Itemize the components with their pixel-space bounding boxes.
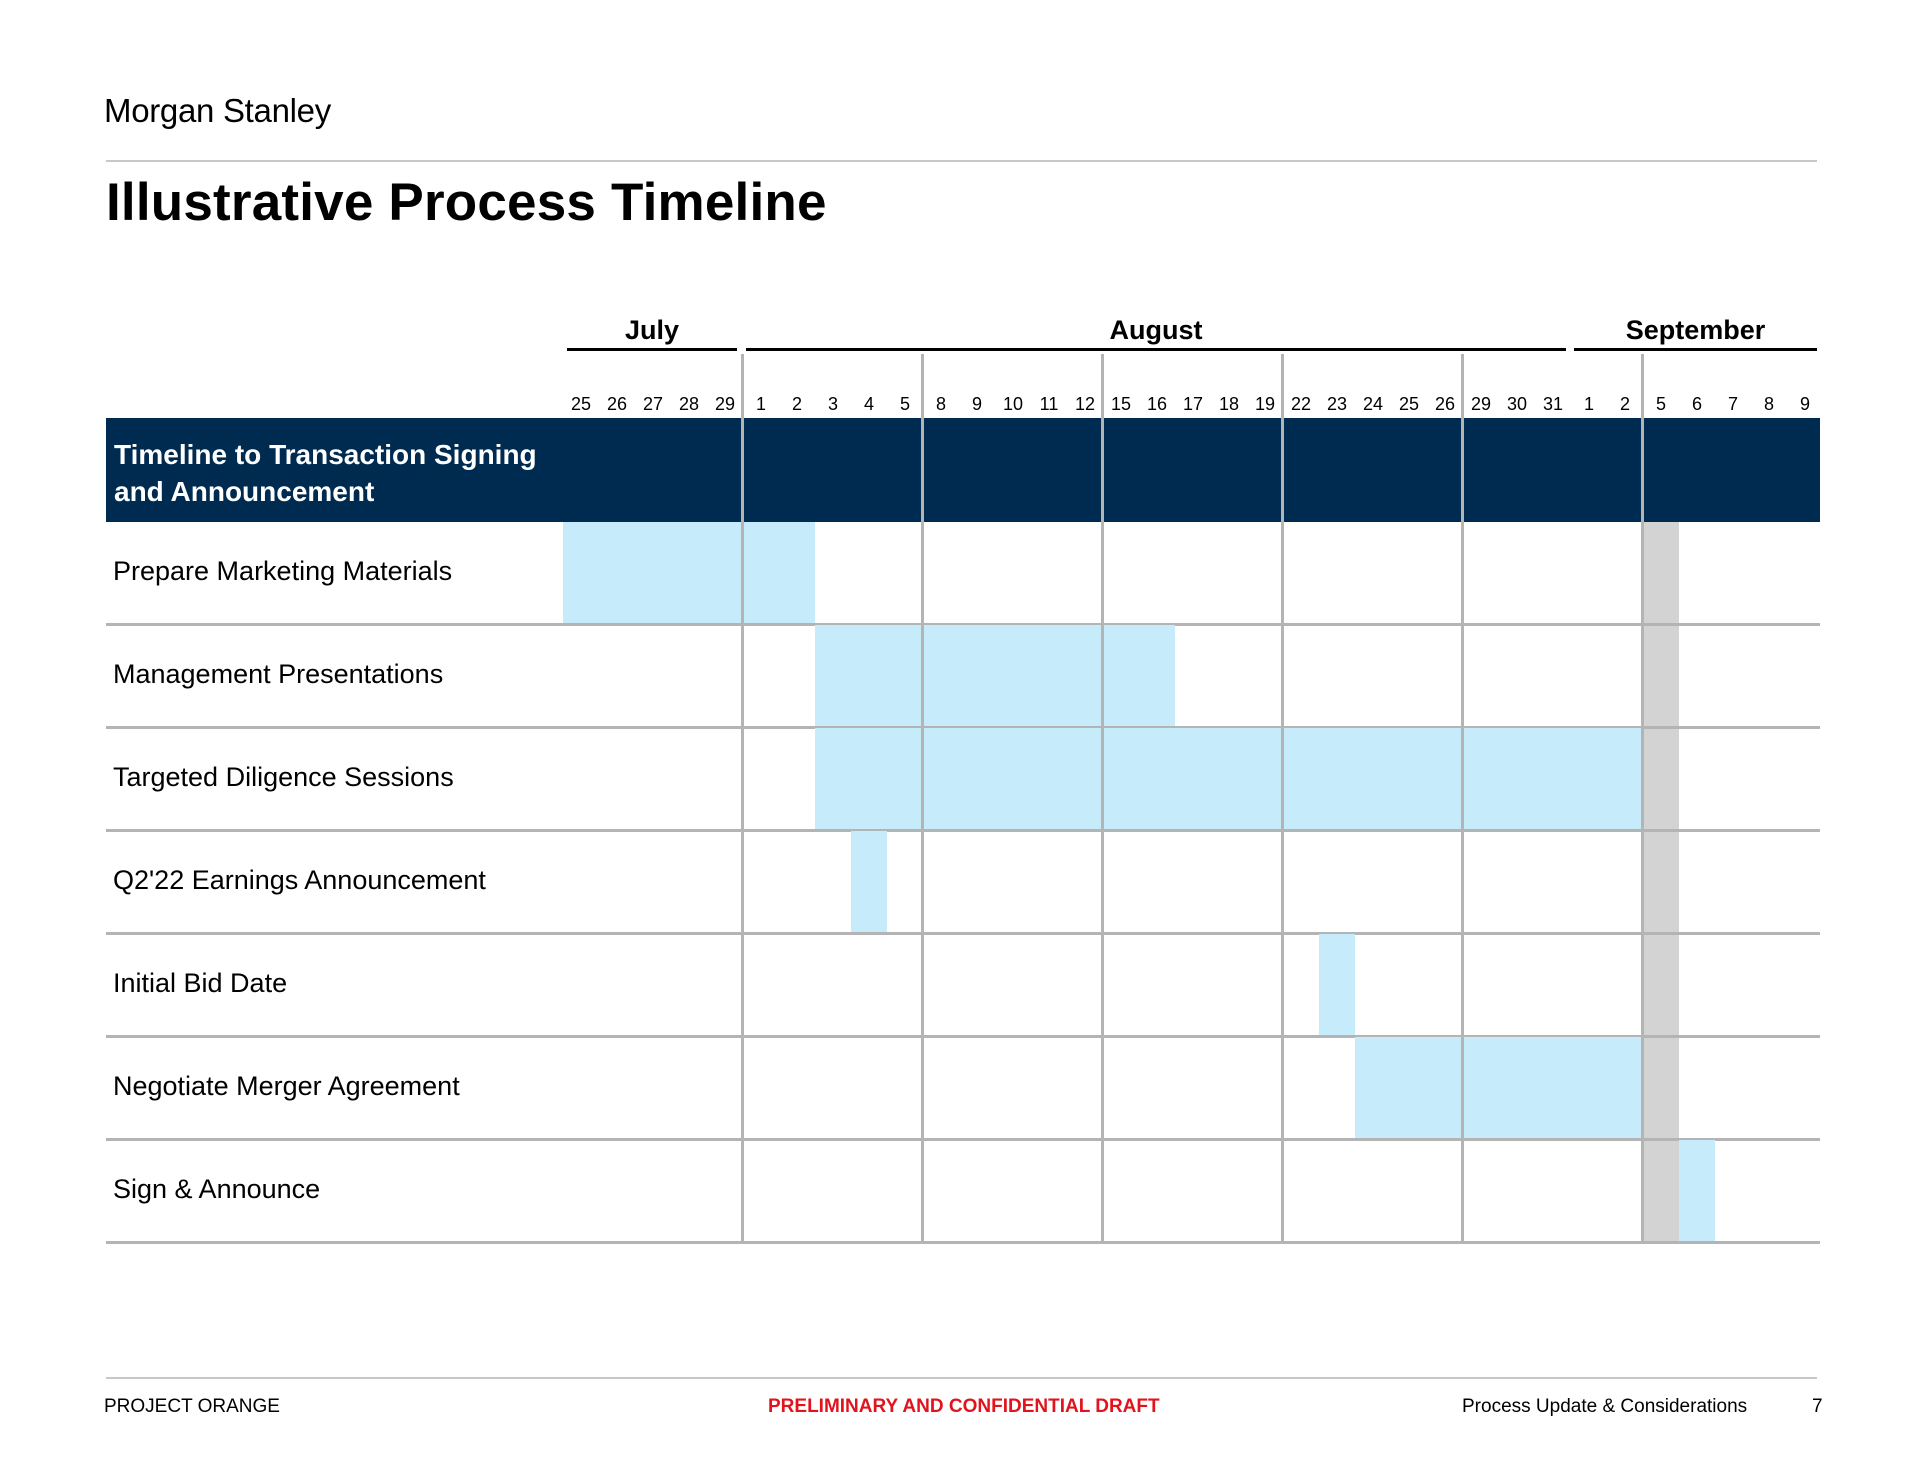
footer-draft-notice: PRELIMINARY AND CONFIDENTIAL DRAFT [768,1396,1160,1417]
gantt-bar [1679,1140,1715,1243]
month-line-july [567,348,737,351]
day-tick-label: 31 [1542,394,1564,414]
holiday-column [1643,522,1679,1243]
week-separator [1281,354,1284,1243]
week-separator [1641,354,1644,1243]
day-tick-label: 25 [1398,394,1420,414]
header-rule [106,160,1817,162]
day-tick-label: 25 [570,394,592,414]
gantt-bar [815,728,1643,831]
day-tick-label: 8 [1763,394,1774,414]
day-tick-label: 3 [827,394,838,414]
task-label: Initial Bid Date [113,968,288,998]
section-banner-title: Timeline to Transaction Signing and Announcement [114,439,537,507]
day-tick-label: 8 [935,394,946,414]
task-label: Q2'22 Earnings Announcement [113,865,486,895]
day-tick-label: 29 [714,394,736,414]
row-separator [106,932,1820,935]
week-separator [741,354,744,1243]
month-label-july: July [624,315,680,345]
day-tick-label: 29 [1470,394,1492,414]
task-label: Targeted Diligence Sessions [113,762,454,792]
day-tick-label: 26 [606,394,628,414]
day-tick-label: 10 [1002,394,1024,414]
footer-rule [106,1377,1817,1379]
page-title: Illustrative Process Timeline [106,173,827,232]
gantt-bar [1355,1037,1643,1140]
footer-section-name: Process Update & Considerations [1462,1396,1748,1417]
month-label-september: September [1625,315,1766,345]
week-separator [1461,354,1464,1243]
day-tick-label: 28 [678,394,700,414]
week-separator [921,354,924,1243]
day-tick-label: 24 [1362,394,1384,414]
task-label: Management Presentations [113,659,444,689]
day-tick-label: 6 [1691,394,1702,414]
row-separator [106,829,1820,832]
footer-page-number: 7 [1812,1396,1823,1417]
day-tick-label: 15 [1110,394,1132,414]
gantt-bar [815,625,1175,728]
morgan-stanley-logo: Morgan Stanley [104,92,331,129]
day-tick-label: 30 [1506,394,1528,414]
day-tick-label: 19 [1254,394,1276,414]
day-tick-label: 1 [1583,394,1594,414]
day-tick-label: 11 [1039,394,1059,414]
day-tick-label: 27 [642,394,664,414]
task-label: Negotiate Merger Agreement [113,1071,460,1101]
gantt-bar [563,522,815,625]
day-tick-label: 17 [1182,394,1204,414]
row-separator [106,1241,1820,1244]
row-separator [106,1138,1820,1141]
month-label-august: August [1109,315,1203,345]
day-tick-label: 1 [755,394,766,414]
gantt-bar [1319,934,1355,1037]
task-label: Prepare Marketing Materials [113,556,453,586]
day-tick-label: 16 [1146,394,1168,414]
day-tick-label: 5 [1655,394,1666,414]
day-tick-label: 12 [1074,394,1096,414]
day-tick-label: 9 [1799,394,1810,414]
day-tick-label: 7 [1727,394,1738,414]
month-line-august [746,348,1566,351]
footer-project-name: PROJECT ORANGE [104,1396,280,1417]
gantt-bar [851,831,887,934]
day-tick-label: 5 [899,394,910,414]
day-tick-label: 2 [791,394,802,414]
day-tick-label: 9 [971,394,982,414]
day-tick-label: 4 [863,394,874,414]
day-tick-label: 26 [1434,394,1456,414]
task-label: Sign & Announce [113,1174,321,1204]
day-tick-label: 22 [1290,394,1312,414]
day-tick-label: 18 [1218,394,1240,414]
month-line-september [1574,348,1817,351]
week-separator [1101,354,1104,1243]
day-tick-label: 23 [1326,394,1348,414]
day-tick-label: 2 [1619,394,1630,414]
